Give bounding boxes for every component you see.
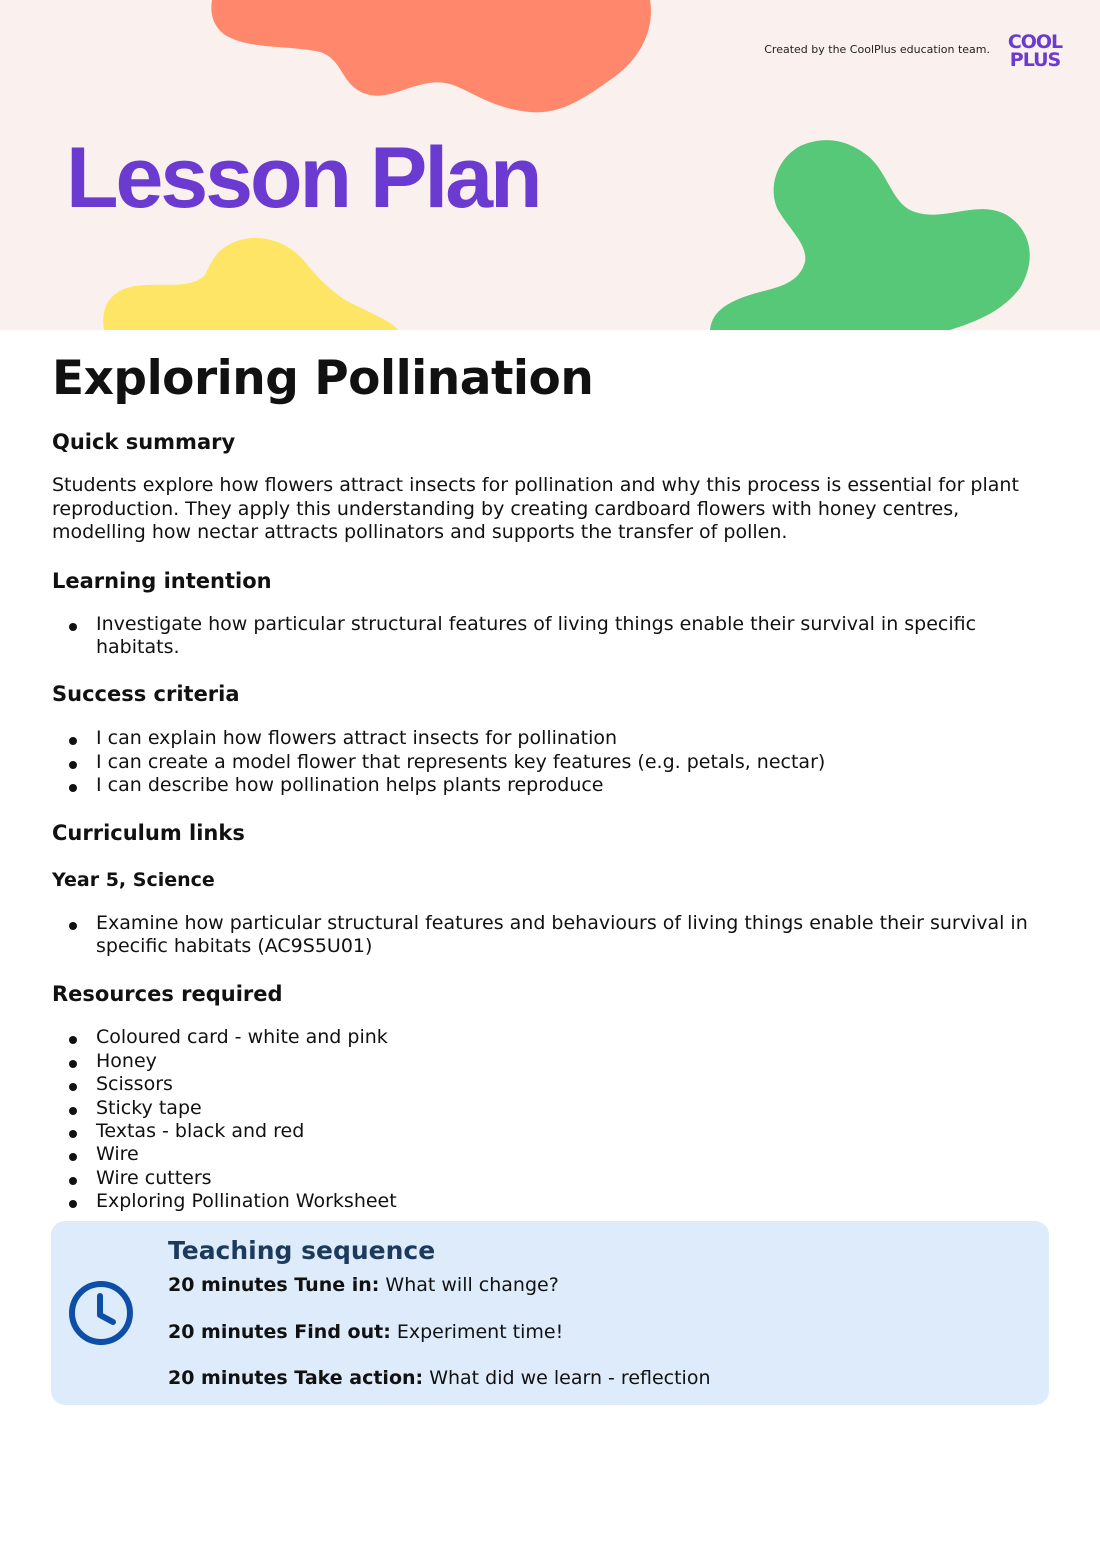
resources-list <box>52 1026 1052 1213</box>
list-item: Examine how particular structural features and behaviours of living things enable their survival in specific habitats (AC9S5U01) <box>52 912 1052 959</box>
teaching-step <box>168 1320 563 1344</box>
coolplus-logo <box>1003 33 1067 69</box>
list-item: Coloured card - white and pink <box>52 1026 1052 1049</box>
success-criteria-list <box>52 727 1052 797</box>
step-label: 20 minutes Tune in: <box>168 1274 380 1296</box>
summary-text: Students explore how flowers attract insects for pollination and why this process is essential for plant reproduction. They apply this understanding by creating cardboard flowers with honey centres, modelling how nectar attracts pollinators and supports the transfer of pollen. <box>52 474 1019 543</box>
curriculum-heading: Curriculum links <box>52 820 245 845</box>
step-text: What will change? <box>385 1274 559 1296</box>
curriculum-subheading: Year 5, Science <box>52 868 215 891</box>
list-item: Textas - black and red <box>52 1120 1052 1143</box>
list-item: I can explain how flowers attract insects for pollination <box>52 727 1052 750</box>
teaching-step <box>168 1273 559 1297</box>
hero-banner <box>0 0 1100 330</box>
list-item: Exploring Pollination Worksheet <box>52 1190 1052 1213</box>
logo-bottom: PLUS <box>1009 49 1061 71</box>
clock-icon <box>67 1279 135 1347</box>
list-item: Wire cutters <box>52 1167 1052 1190</box>
list-item: I can describe how pollination helps plants reproduce <box>52 774 1052 797</box>
coral-blob <box>211 0 651 112</box>
teaching-sequence-panel <box>51 1221 1049 1405</box>
teaching-sequence-heading: Teaching sequence <box>168 1236 436 1265</box>
success-criteria-heading: Success criteria <box>52 682 240 707</box>
learning-intention-list <box>52 613 1052 660</box>
list-item: I can create a model flower that represents key features (e.g. petals, nectar) <box>52 751 1052 774</box>
summary-heading: Quick summary <box>52 430 236 454</box>
learning-intention-heading: Learning intention <box>52 568 272 593</box>
logo-top: COOL <box>1007 31 1063 53</box>
step-text: What did we learn - reflection <box>429 1367 711 1389</box>
resources-heading: Resources required <box>52 982 283 1007</box>
yellow-blob <box>103 238 398 330</box>
list-item: Investigate how particular structural features of living things enable their survival in specific habitats. <box>52 613 1052 660</box>
list-item: Scissors <box>52 1073 1052 1096</box>
green-blob <box>710 140 1030 330</box>
lesson-title: Exploring Pollination <box>52 351 594 406</box>
step-label: 20 minutes Find out: <box>168 1321 391 1343</box>
list-item: Sticky tape <box>52 1097 1052 1120</box>
curriculum-list <box>52 912 1052 959</box>
hero-title: Lesson Plan <box>66 130 540 226</box>
teaching-step <box>168 1366 711 1390</box>
credit-text: Created by the CoolPlus education team. <box>764 43 990 56</box>
step-text: Experiment time! <box>396 1321 564 1343</box>
lesson-content <box>52 350 1052 1214</box>
list-item: Wire <box>52 1143 1052 1166</box>
step-label: 20 minutes Take action: <box>168 1367 424 1389</box>
list-item: Honey <box>52 1050 1052 1073</box>
